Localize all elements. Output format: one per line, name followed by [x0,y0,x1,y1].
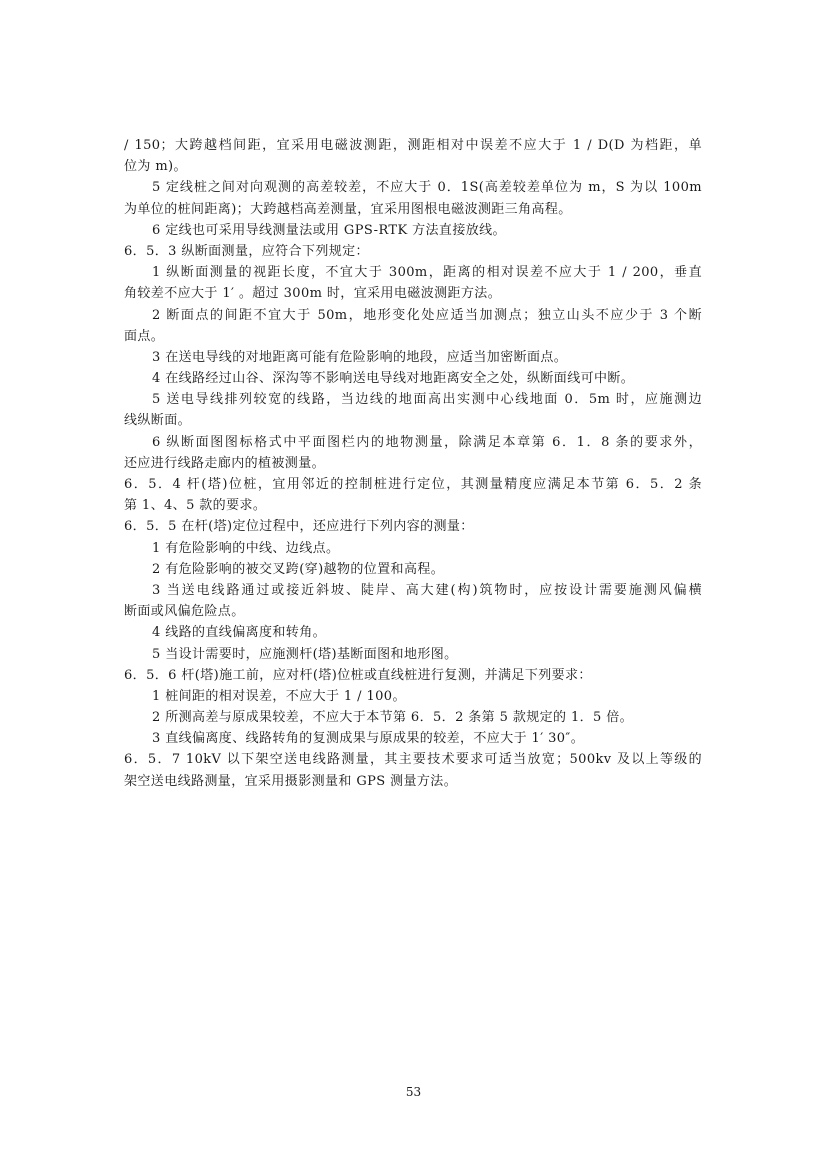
text-line: 6 纵断面图图标格式中平面图栏内的地物测量，除满足本章第 6．1．8 条的要求外， [152,434,702,450]
text-line: 5 定线桩之间对向观测的高差较差，不应大于 0．1S(高差较差单位为 m，S 为以 100m [152,180,702,196]
text-line: 2 有危险影响的被交叉跨(穿)越物的位置和高程。 [152,561,445,577]
text-line: 架空送电线路测量，宜采用摄影测量和 GPS 测量方法。 [124,773,458,789]
text-line: 6．5．4 杆(塔)位桩，宜用邻近的控制桩进行定位，其测量精度应满足本节第 6．5．2 条 [124,477,702,492]
text-line: 为单位的桩间距离)；大跨越档高差测量，宜采用图根电磁波测距三角高程。 [124,201,572,217]
text-line: 6．5．5 在杆(塔)定位过程中，还应进行下列内容的测量： [124,519,474,535]
page-number: 53 [405,1085,422,1099]
text-line: / 150；大跨越档间距，宜采用电磁波测距，测距相对中误差不应大于 1 / D(D 为档距，单 [124,138,702,153]
text-line: 线纵断面。 [124,413,192,429]
text-line: 3 当送电线路通过或接近斜坡、陡岸、高大建(构)筑物时，应按设计需要施测风偏横 [152,582,702,598]
text-line: 4 线路的直线偏离度和转角。 [152,625,327,641]
text-line: 5 送电导线排列较宽的线路，当边线的地面高出实测中心线地面 0．5m 时，应施测边 [152,392,702,408]
text-line: 面点。 [124,328,165,344]
text-line: 6．5．3 纵断面测量，应符合下列规定： [124,243,369,259]
text-line: 3 在送电导线的对地距离可能有危险影响的地段，应适当加密断面点。 [152,349,568,365]
text-line: 还应进行线路走廊内的植被测量。 [124,455,326,471]
text-line: 3 直线偏离度、线路转角的复测成果与原成果的较差，不应大于 1′ 30″。 [152,731,585,747]
document-body [124,135,702,792]
text-line: 2 所测高差与原成果较差，不应大于本节第 6．5．2 条第 5 款规定的 1．5 倍。 [152,710,634,726]
text-line: 位为 m)。 [124,159,187,175]
text-line: 断面或风偏危险点。 [124,604,245,620]
text-line: 角较差不应大于 1′ 。超过 300m 时，宜采用电磁波测距方法。 [124,286,502,302]
text-line: 6．5．7 10kV 以下架空送电线路测量，其主要技术要求可适当放宽；500kv 及以上等级的 [124,752,702,768]
text-line: 1 桩间距的相对误差，不应大于 1 / 100。 [152,688,406,704]
text-line: 第 1、4、5 款的要求。 [124,498,267,514]
text-line: 1 纵断面测量的视距长度，不宜大于 300m，距离的相对误差不应大于 1 / 200，垂直 [152,265,702,281]
text-line: 6．5．6 杆(塔)施工前，应对杆(塔)位桩或直线桩进行复测，并满足下列要求： [124,667,592,683]
text-line: 6 定线也可采用导线测量法或用 GPS-RTK 方法直接放线。 [152,222,506,238]
text-line: 2 断面点的间距不宜大于 50m，地形变化处应适当加测点；独立山头不应少于 3 个断 [152,307,702,323]
text-line: 5 当设计需要时，应施测杆(塔)基断面图和地形图。 [152,646,458,662]
text-line: 4 在线路经过山谷、深沟等不影响送电导线对地距离安全之处，纵断面线可中断。 [152,371,635,387]
text-line: 1 有危险影响的中线、边线点。 [152,540,340,556]
